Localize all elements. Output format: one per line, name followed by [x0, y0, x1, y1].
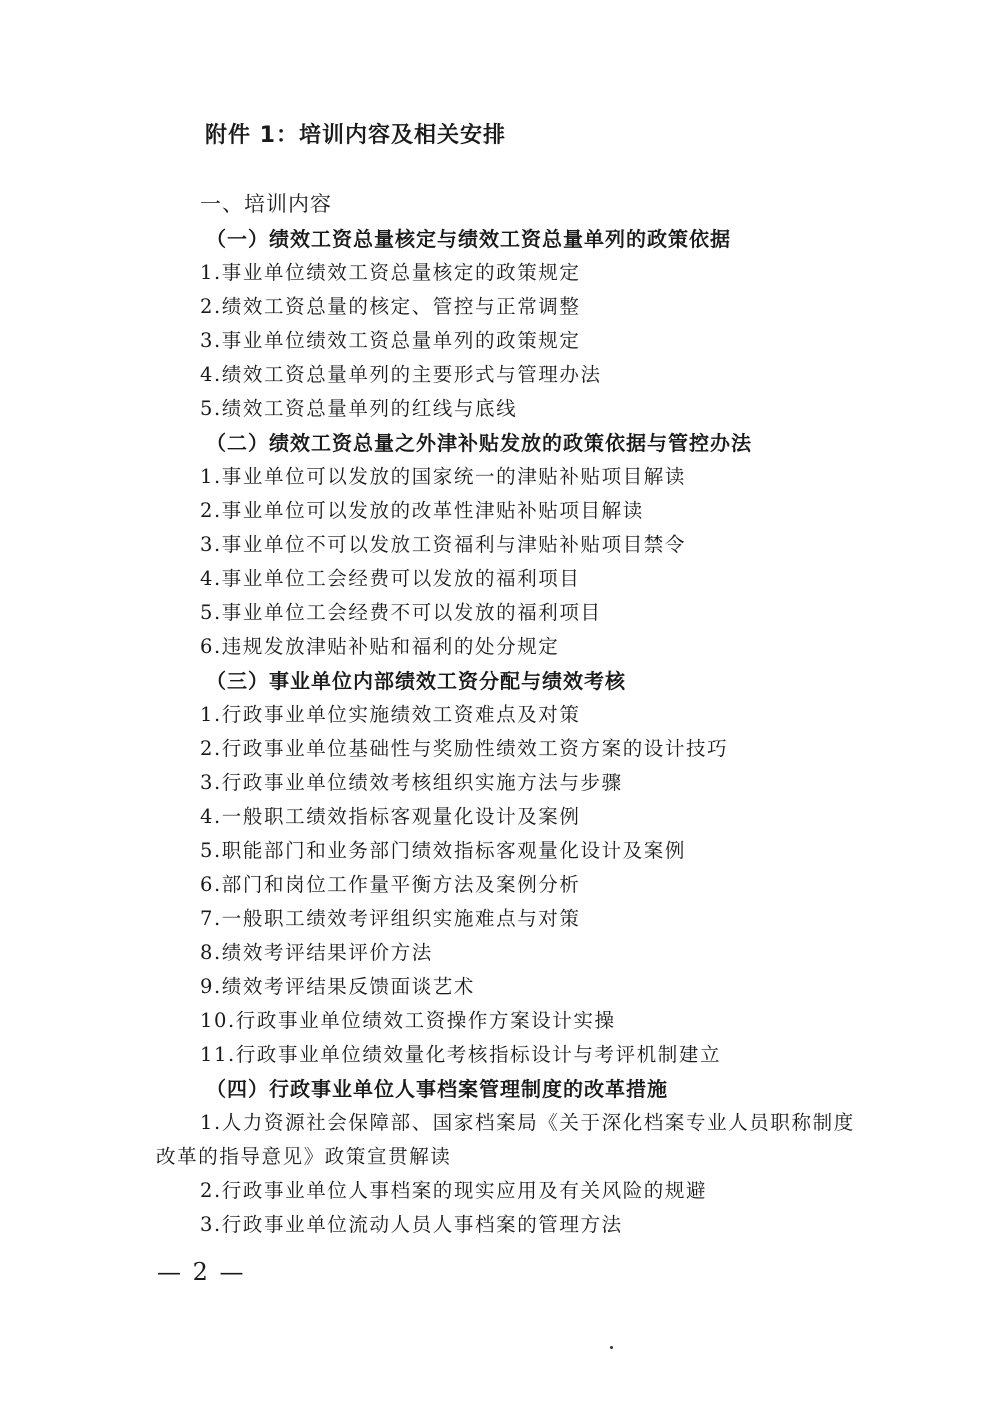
- list-item: 2.行政事业单位基础性与奖励性绩效工资方案的设计技巧: [200, 737, 729, 760]
- list-item: 5.职能部门和业务部门绩效指标客观量化设计及案例: [200, 839, 687, 862]
- attachment-title: 附件 1：培训内容及相关安排: [205, 123, 506, 148]
- list-item: 8.绩效考评结果评价方法: [200, 941, 433, 964]
- list-item: 2.事业单位可以发放的改革性津贴补贴项目解读: [200, 499, 644, 522]
- section-title: 一、培训内容: [200, 192, 332, 216]
- group-heading-4: （四）行政事业单位人事档案管理制度的改革措施: [206, 1077, 668, 1101]
- list-item: 11.行政事业单位绩效量化考核指标设计与考评机制建立: [200, 1043, 722, 1066]
- group-heading-3: （三）事业单位内部绩效工资分配与绩效考核: [206, 669, 626, 693]
- list-item: 9.绩效考评结果反馈面谈艺术: [200, 975, 476, 998]
- paragraph-continuation: 改革的指导意见》政策宣贯解读: [156, 1145, 452, 1168]
- list-paragraph: [156, 1106, 856, 1174]
- list-item: 10.行政事业单位绩效工资操作方案设计实操: [200, 1009, 616, 1032]
- list-item: 2.绩效工资总量的核定、管控与正常调整: [200, 295, 581, 318]
- list-item: 1.事业单位可以发放的国家统一的津贴补贴项目解读: [200, 465, 687, 488]
- list-item: 5.事业单位工会经费不可以发放的福利项目: [200, 601, 602, 624]
- list-item: 2.行政事业单位人事档案的现实应用及有关风险的规避: [200, 1179, 708, 1202]
- list-item: 3.行政事业单位绩效考核组织实施方法与步骤: [200, 771, 623, 794]
- content-body: [156, 222, 900, 1242]
- group-heading-1: （一）绩效工资总量核定与绩效工资总量单列的政策依据: [206, 227, 731, 251]
- list-item: 4.一般职工绩效指标客观量化设计及案例: [200, 805, 581, 828]
- page-number: — 2 —: [157, 1258, 246, 1286]
- list-item: 3.事业单位绩效工资总量单列的政策规定: [200, 329, 581, 352]
- group-heading-2: （二）绩效工资总量之外津补贴发放的政策依据与管控办法: [206, 431, 752, 455]
- list-item: 6.违规发放津贴补贴和福利的处分规定: [200, 635, 560, 658]
- paragraph-first-line: 1.人力资源社会保障部、国家档案局《关于深化档案专业人员职称制度: [200, 1111, 855, 1134]
- list-item: 3.行政事业单位流动人员人事档案的管理方法: [200, 1213, 623, 1236]
- list-item: 5.绩效工资总量单列的红线与底线: [200, 397, 518, 420]
- list-item: 3.事业单位不可以发放工资福利与津贴补贴项目禁令: [200, 533, 687, 556]
- list-item: 1.行政事业单位实施绩效工资难点及对策: [200, 703, 581, 726]
- list-item: 1.事业单位绩效工资总量核定的政策规定: [200, 261, 581, 284]
- list-item: 6.部门和岗位工作量平衡方法及案例分析: [200, 873, 581, 896]
- list-item: 4.绩效工资总量单列的主要形式与管理办法: [200, 363, 602, 386]
- list-item: 7.一般职工绩效考评组织实施难点与对策: [200, 907, 581, 930]
- list-item: 4.事业单位工会经费可以发放的福利项目: [200, 567, 581, 590]
- scan-speck: [610, 1346, 613, 1349]
